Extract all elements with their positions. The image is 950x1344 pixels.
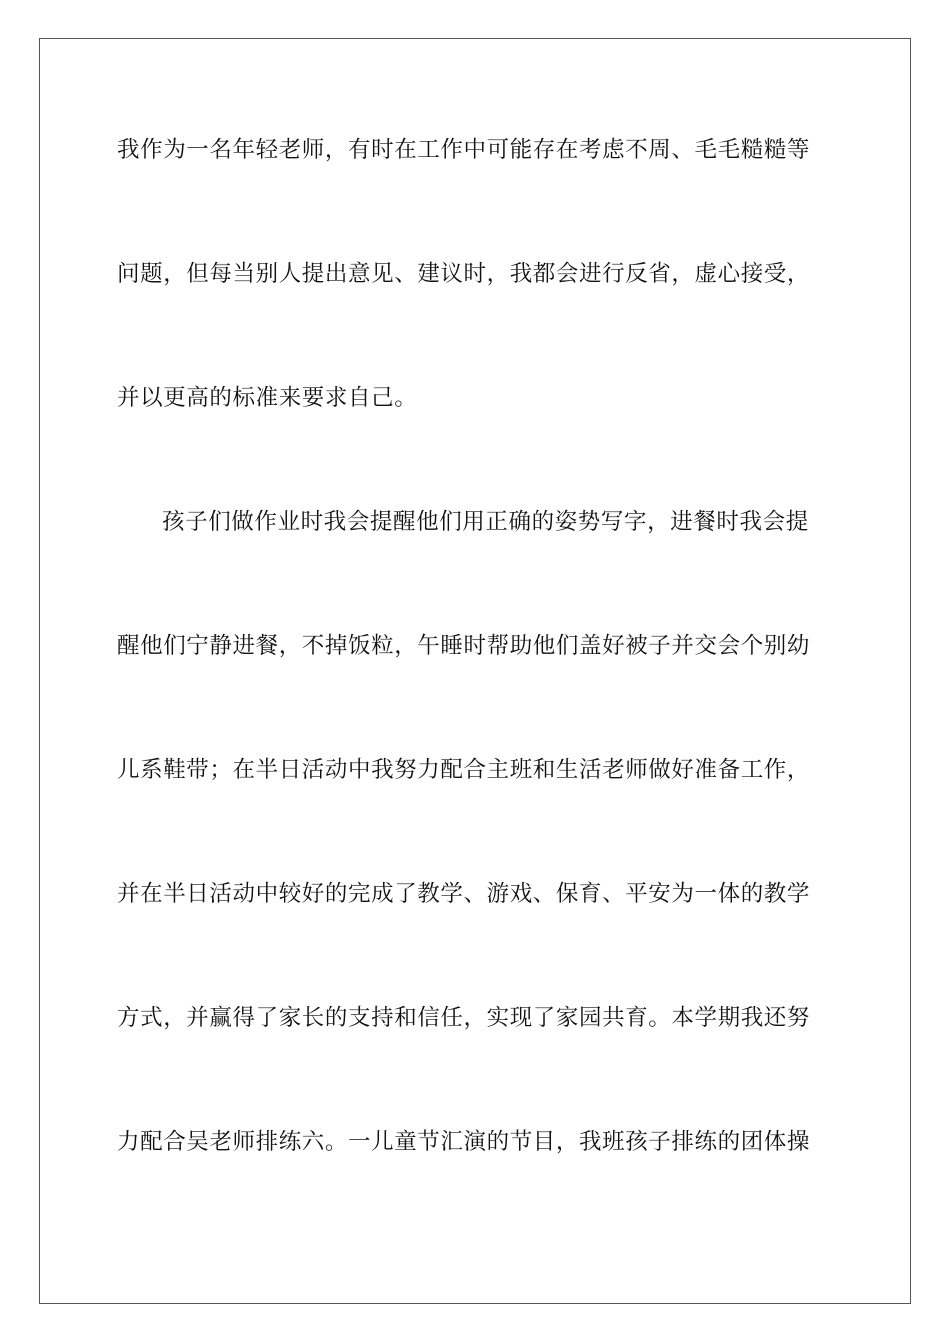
text-line: 并在半日活动中较好的完成了教学、游戏、保育、平安为一体的教学 bbox=[117, 881, 811, 907]
text-line: 力配合吴老师排练六。一儿童节汇演的节目，我班孩子排练的团体操 bbox=[117, 1129, 811, 1155]
text-line: 方式，并赢得了家长的支持和信任，实现了家园共育。本学期我还努 bbox=[117, 1005, 811, 1031]
text-line: 我作为一名年轻老师，有时在工作中可能存在考虑不周、毛毛糙糙等 bbox=[117, 137, 811, 163]
text-line: 并以更高的标准来要求自己。 bbox=[117, 385, 418, 411]
text-line: 儿系鞋带；在半日活动中我努力配合主班和生活老师做好准备工作， bbox=[117, 757, 811, 783]
paragraph-first-line: 孩子们做作业时我会提醒他们用正确的姿势写字，进餐时我会提 bbox=[162, 509, 809, 535]
text-line: 问题，但每当别人提出意见、建议时，我都会进行反省，虚心接受， bbox=[117, 261, 811, 287]
document-page bbox=[39, 38, 911, 1304]
text-line: 醒他们宁静进餐，不掉饭粒，午睡时帮助他们盖好被子并交会个别幼 bbox=[117, 633, 811, 659]
